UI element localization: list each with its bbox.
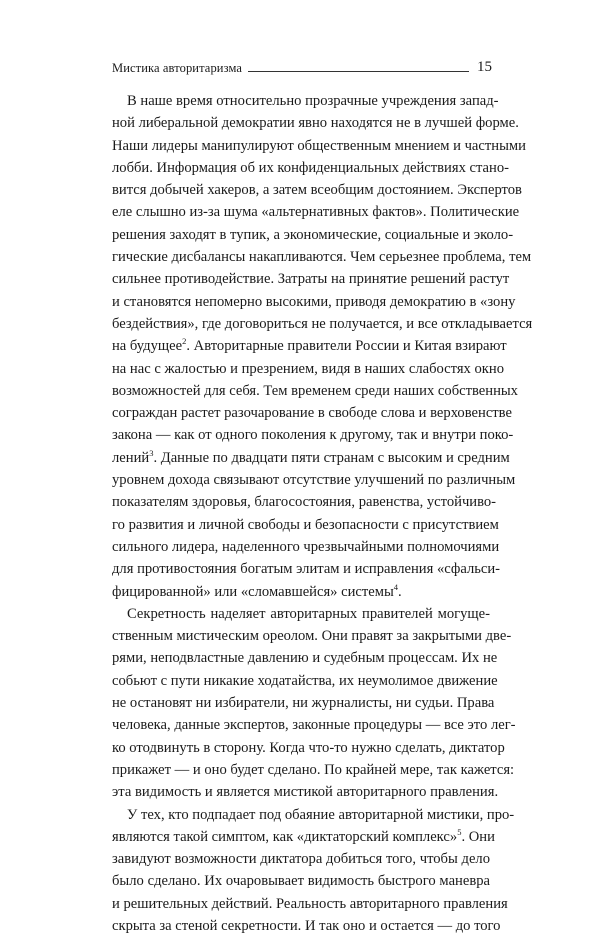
- text-line: [112, 581, 490, 603]
- text-line: [112, 335, 490, 357]
- text-line: [112, 536, 490, 558]
- text-line: [112, 380, 490, 402]
- text-line: [112, 826, 490, 848]
- line-text: еле слышно из-за шума «альтернативных фактов». Политические: [112, 204, 519, 220]
- paragraph: [112, 603, 490, 804]
- line-text: уровнем дохода связывают отсутствие улучшений по различным: [112, 472, 515, 488]
- line-text: бездействия», где договориться не получается, и все откладывается: [112, 316, 532, 332]
- header-rule: [248, 71, 469, 72]
- text-line: [112, 870, 490, 892]
- text-line: [112, 179, 490, 201]
- line-text: и становятся непомерно высокими, приводя демократию в «зону: [112, 294, 515, 310]
- running-title: Мистика авторитаризма: [112, 61, 242, 75]
- line-text: лений: [112, 450, 149, 466]
- text-line: [112, 402, 490, 424]
- line-text: прикажет — и оно будет сделано. По крайней мере, так кажется:: [112, 762, 514, 778]
- body-text: [112, 90, 490, 937]
- line-text: У тех, кто подпадает под обаяние авторитарной мистики, про-: [127, 807, 514, 823]
- text-line: [112, 625, 490, 647]
- line-text: ко отодвинуть в сторону. Когда что-то нужно сделать, диктатор: [112, 740, 505, 756]
- text-line: [112, 915, 490, 937]
- line-text: .: [398, 584, 402, 600]
- text-line: [112, 246, 490, 268]
- text-line: [112, 781, 490, 803]
- footnote-ref: 4: [394, 582, 398, 592]
- text-line: [112, 313, 490, 335]
- line-text: . Авторитарные правители России и Китая взирают: [186, 338, 506, 354]
- text-line: [112, 112, 490, 134]
- line-text: вится добычей хакеров, а затем всеобщим достоянием. Экспертов: [112, 182, 522, 198]
- text-line: [112, 647, 490, 669]
- line-text: и решительных действий. Реальность авторитарного правления: [112, 896, 508, 912]
- footnote-ref: 5: [457, 827, 461, 837]
- line-text: собьют с пути никакие ходатайства, их неумолимое движение: [112, 673, 498, 689]
- text-line: [112, 447, 490, 469]
- line-text: решения заходят в тупик, а экономические, социальные и эколо-: [112, 227, 513, 243]
- line-text: ной либеральной демократии явно находятся не в лучшей форме.: [112, 115, 519, 131]
- line-text: возможностей для себя. Тем временем среди наших собственных: [112, 383, 518, 399]
- text-line: [112, 514, 490, 536]
- text-line: [112, 135, 490, 157]
- text-line: [112, 491, 490, 513]
- line-text: го развития и личной свободы и безопасности с присутствием: [112, 517, 499, 533]
- line-text: эта видимость и является мистикой авторитарного правления.: [112, 784, 498, 800]
- line-text: не остановят ни избиратели, ни журналисты, ни судьи. Права: [112, 695, 494, 711]
- text-line: [112, 893, 490, 915]
- text-line: [112, 848, 490, 870]
- text-line: [112, 692, 490, 714]
- line-text: завидуют возможности диктатора добиться того, чтобы дело: [112, 851, 490, 867]
- text-line: [112, 424, 490, 446]
- paragraph: [112, 90, 490, 603]
- line-text: . Они: [461, 829, 494, 845]
- text-line: [112, 714, 490, 736]
- text-line: [112, 558, 490, 580]
- text-line: [112, 759, 490, 781]
- line-text: рями, неподвластные давлению и судебным процессам. Их не: [112, 650, 497, 666]
- line-text: на будущее: [112, 338, 182, 354]
- text-line: [112, 670, 490, 692]
- text-line: [112, 157, 490, 179]
- line-text: скрыта за стеной секретности. И так оно и остается — до того: [112, 918, 500, 934]
- line-text: являются такой симптом, как «диктаторский комплекс»: [112, 829, 457, 845]
- line-text: человека, данные экспертов, законные процедуры — все это лег-: [112, 717, 516, 733]
- line-text: Секретность наделяет авторитарных правителей могуще-: [127, 606, 490, 622]
- running-head: [112, 55, 492, 75]
- line-text: показателям здоровья, благосостояния, равенства, устойчиво-: [112, 494, 496, 510]
- paragraph: [112, 804, 490, 937]
- text-line: [112, 469, 490, 491]
- line-text: было сделано. Их очаровывает видимость быстрого маневра: [112, 873, 490, 889]
- text-line: [112, 90, 490, 112]
- line-text: гические дисбалансы накапливаются. Чем серьезнее проблема, тем: [112, 249, 531, 265]
- line-text: ственным мистическим ореолом. Они правят за закрытыми две-: [112, 628, 511, 644]
- text-line: [112, 603, 490, 625]
- line-text: для противостояния богатым элитам и исправления «сфальси-: [112, 561, 500, 577]
- line-text: сильного лидера, наделенного чрезвычайными полномочиями: [112, 539, 499, 555]
- footnote-ref: 2: [182, 336, 186, 346]
- line-text: сильнее противодействие. Затраты на принятие решений растут: [112, 271, 509, 287]
- page-number: 15: [477, 59, 492, 75]
- text-line: [112, 201, 490, 223]
- text-line: [112, 268, 490, 290]
- line-text: закона — как от одного поколения к другому, так и внутри поко-: [112, 427, 513, 443]
- text-line: [112, 224, 490, 246]
- line-text: на нас с жалостью и презрением, видя в наших слабостях окно: [112, 361, 504, 377]
- line-text: фицированной» или «сломавшейся» системы: [112, 584, 394, 600]
- text-line: [112, 291, 490, 313]
- line-text: Наши лидеры манипулируют общественным мнением и частными: [112, 138, 526, 154]
- line-text: сограждан растет разочарование в свободе слова и верховенстве: [112, 405, 512, 421]
- line-text: В наше время относительно прозрачные учреждения запад-: [127, 93, 499, 109]
- footnote-ref: 3: [149, 448, 153, 458]
- text-line: [112, 358, 490, 380]
- line-text: лобби. Информация об их конфиденциальных действиях стано-: [112, 160, 509, 176]
- text-line: [112, 737, 490, 759]
- text-line: [112, 804, 490, 826]
- line-text: . Данные по двадцати пяти странам с высоким и средним: [153, 450, 509, 466]
